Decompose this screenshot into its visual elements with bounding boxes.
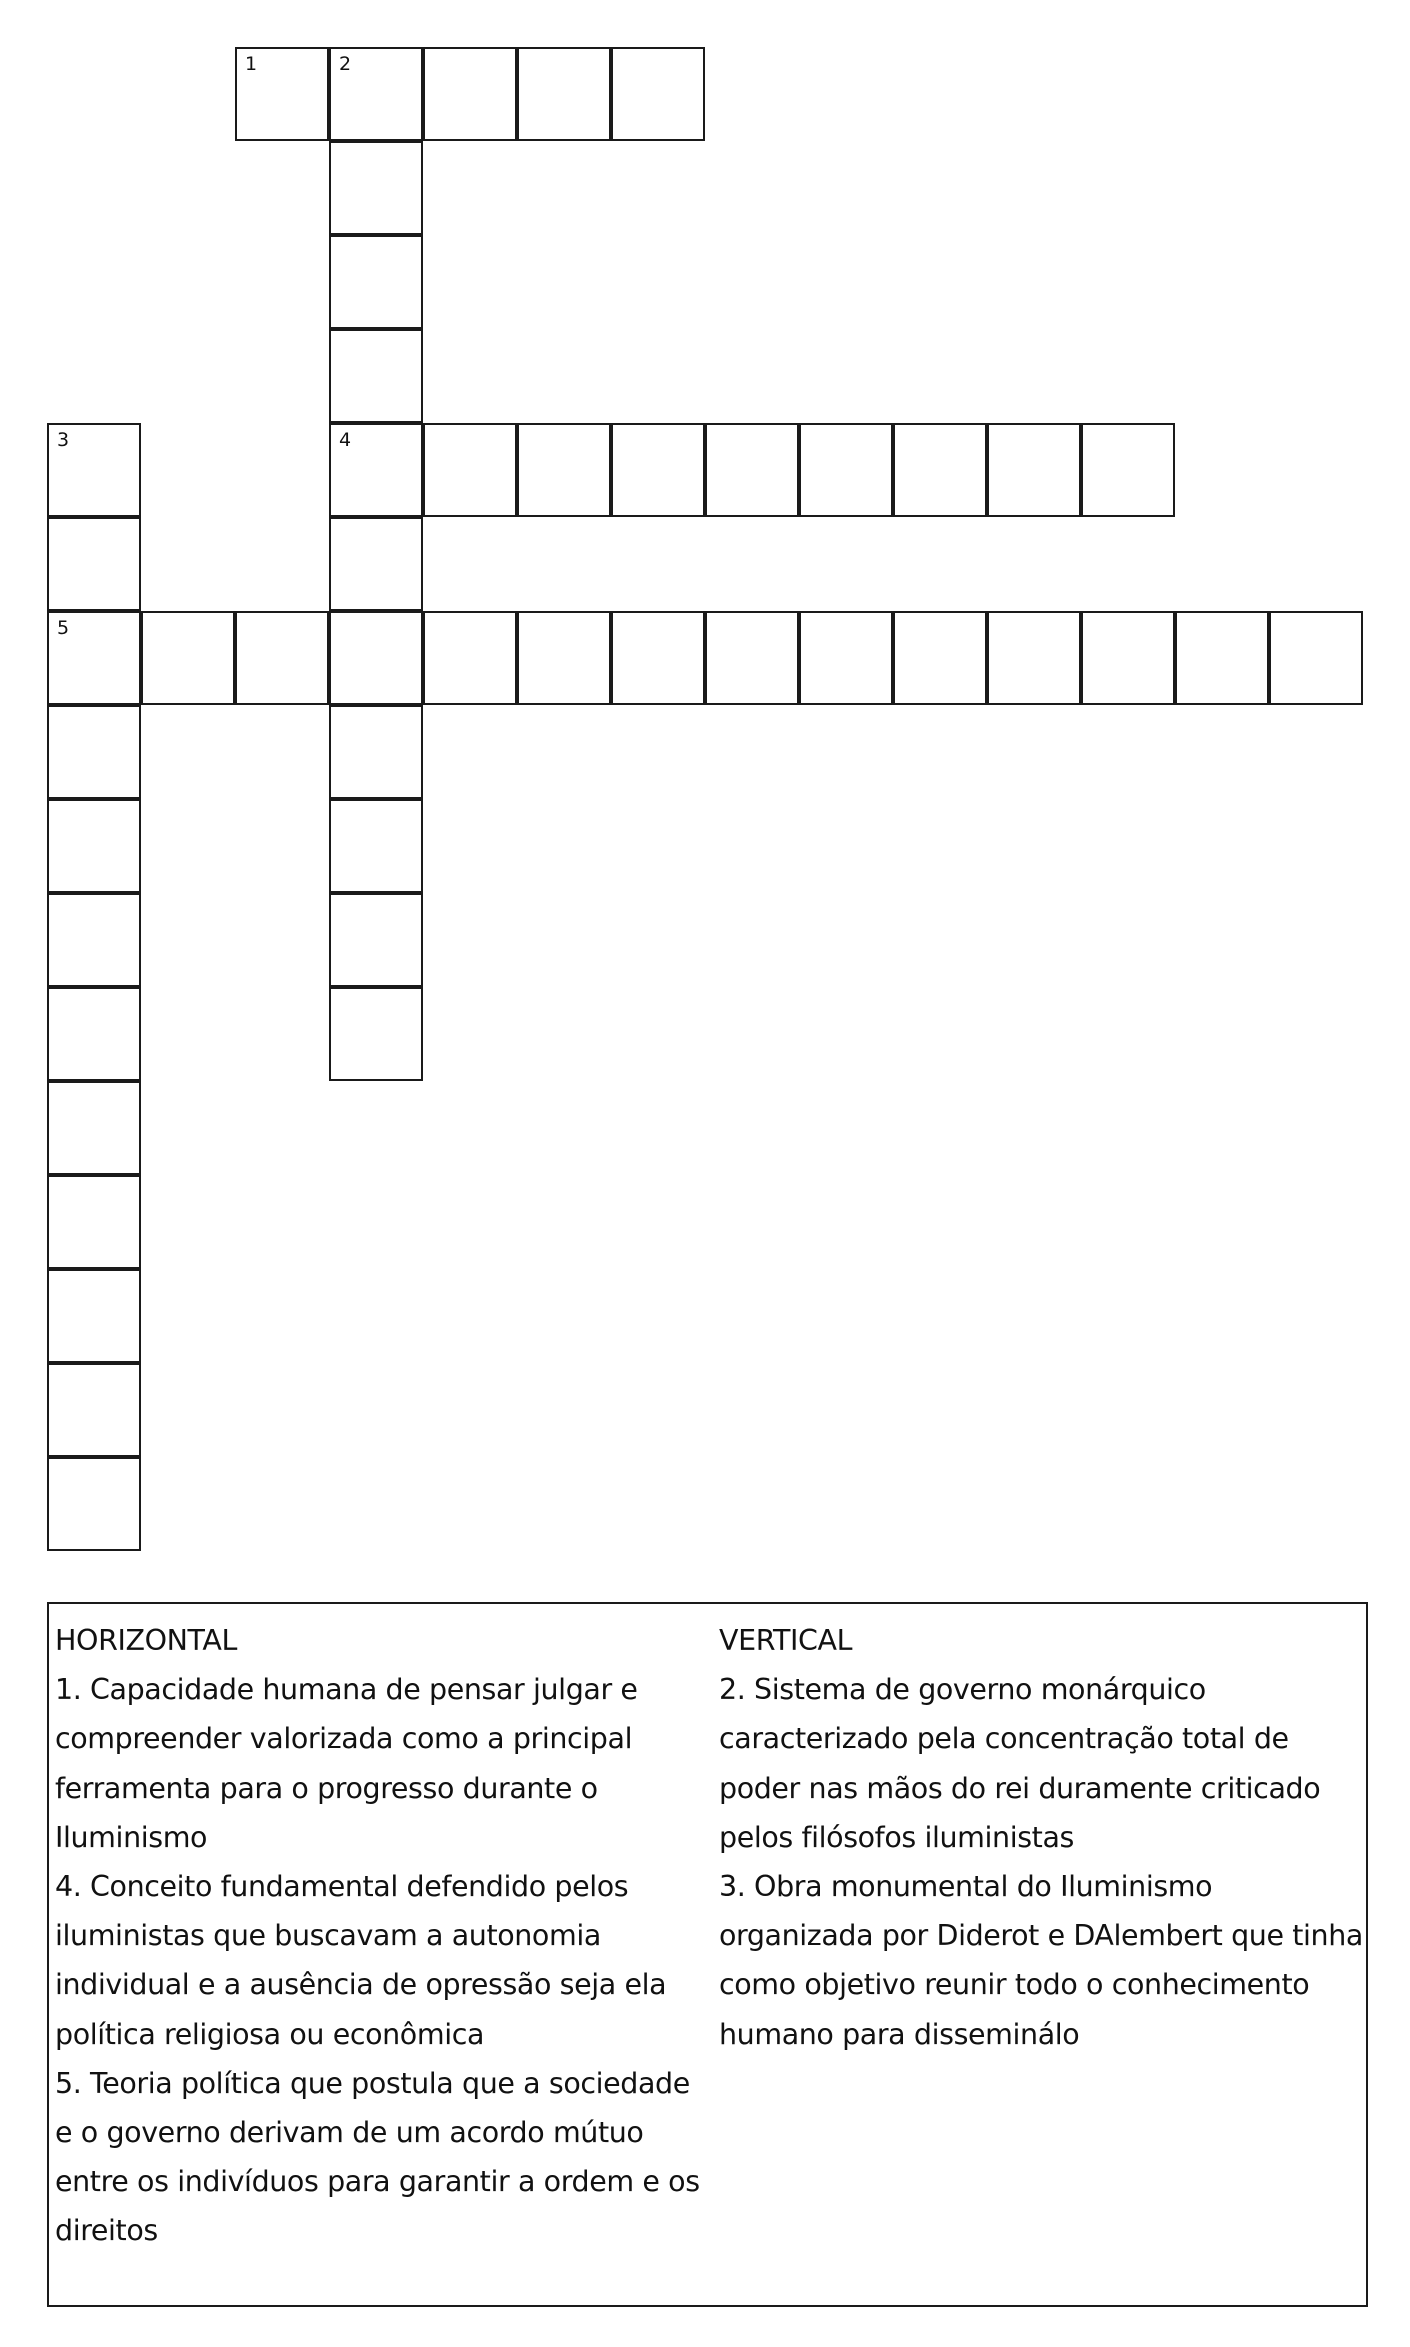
grid-cell[interactable] <box>611 423 705 517</box>
grid-cell[interactable] <box>1081 423 1175 517</box>
clue-4-across: 4. Conceito fundamental defendido pelos iluministas que buscavam a autonomia individual e a ausência de opressão seja ela política religiosa ou econômica <box>55 1870 667 2051</box>
grid-cell[interactable] <box>47 1269 141 1363</box>
vertical-heading: VERTICAL <box>719 1624 853 1657</box>
horizontal-heading: HORIZONTAL <box>55 1624 237 1657</box>
grid-cell[interactable] <box>799 611 893 705</box>
grid-cell[interactable] <box>1269 611 1363 705</box>
grid-cell[interactable] <box>987 423 1081 517</box>
grid-cell[interactable] <box>47 1081 141 1175</box>
clue-5-across: 5. Teoria política que postula que a sociedade e o governo derivam de um acordo mútuo entre os indivíduos para garantir a ordem e os direitos <box>55 2066 700 2248</box>
grid-cell[interactable] <box>799 423 893 517</box>
grid-cell[interactable] <box>987 611 1081 705</box>
grid-cell[interactable] <box>329 47 423 141</box>
grid-cell[interactable] <box>47 1363 141 1457</box>
grid-cell[interactable] <box>329 141 423 235</box>
grid-cell[interactable] <box>47 611 141 705</box>
grid-cell[interactable] <box>47 705 141 799</box>
clue-number: 1 <box>245 53 258 75</box>
grid-cell[interactable] <box>47 1175 141 1269</box>
grid-cell[interactable] <box>329 705 423 799</box>
grid-cell[interactable] <box>141 611 235 705</box>
grid-cell[interactable] <box>517 423 611 517</box>
grid-cell[interactable] <box>329 423 423 517</box>
grid-cell[interactable] <box>329 235 423 329</box>
grid-cell[interactable] <box>47 517 141 611</box>
grid-cell[interactable] <box>47 423 141 517</box>
grid-cell[interactable] <box>423 47 517 141</box>
grid-cell[interactable] <box>893 611 987 705</box>
grid-cell[interactable] <box>611 611 705 705</box>
grid-cell[interactable] <box>517 47 611 141</box>
grid-cell[interactable] <box>705 423 799 517</box>
grid-cell[interactable] <box>1175 611 1269 705</box>
grid-cell[interactable] <box>47 987 141 1081</box>
vertical-clues <box>719 1616 1364 2059</box>
clue-2-down: 2. Sistema de governo monárquico caracterizado pela concentração total de poder nas mãos do rei duramente criticado pelos filósofos iluministas <box>719 1673 1321 1854</box>
grid-cell[interactable] <box>423 423 517 517</box>
grid-cell[interactable] <box>893 423 987 517</box>
clue-number: 2 <box>339 53 352 75</box>
grid-cell[interactable] <box>329 517 423 611</box>
clue-number: 3 <box>57 429 70 451</box>
grid-cell[interactable] <box>329 799 423 893</box>
clue-number: 4 <box>339 429 352 451</box>
clue-number: 5 <box>57 617 70 639</box>
grid-cell[interactable] <box>517 611 611 705</box>
grid-cell[interactable] <box>47 893 141 987</box>
grid-cell[interactable] <box>329 893 423 987</box>
clues-box <box>47 1602 1368 2307</box>
grid-cell[interactable] <box>329 611 423 705</box>
horizontal-clues <box>55 1616 705 2256</box>
grid-cell[interactable] <box>329 329 423 423</box>
grid-cell[interactable] <box>47 799 141 893</box>
grid-cell[interactable] <box>235 47 329 141</box>
grid-cell[interactable] <box>705 611 799 705</box>
grid-cell[interactable] <box>47 1457 141 1551</box>
grid-cell[interactable] <box>423 611 517 705</box>
grid-cell[interactable] <box>611 47 705 141</box>
clue-3-down: 3. Obra monumental do Iluminismo organizada por Diderot e DAlembert que tinha como objetivo reunir todo o conhecimento humano para disseminálo <box>719 1870 1363 2051</box>
clue-1-across: 1. Capacidade humana de pensar julgar e compreender valorizada como a principal ferramenta para o progresso durante o Iluminismo <box>55 1673 638 1854</box>
grid-cell[interactable] <box>329 987 423 1081</box>
grid-cell[interactable] <box>1081 611 1175 705</box>
grid-cell[interactable] <box>235 611 329 705</box>
